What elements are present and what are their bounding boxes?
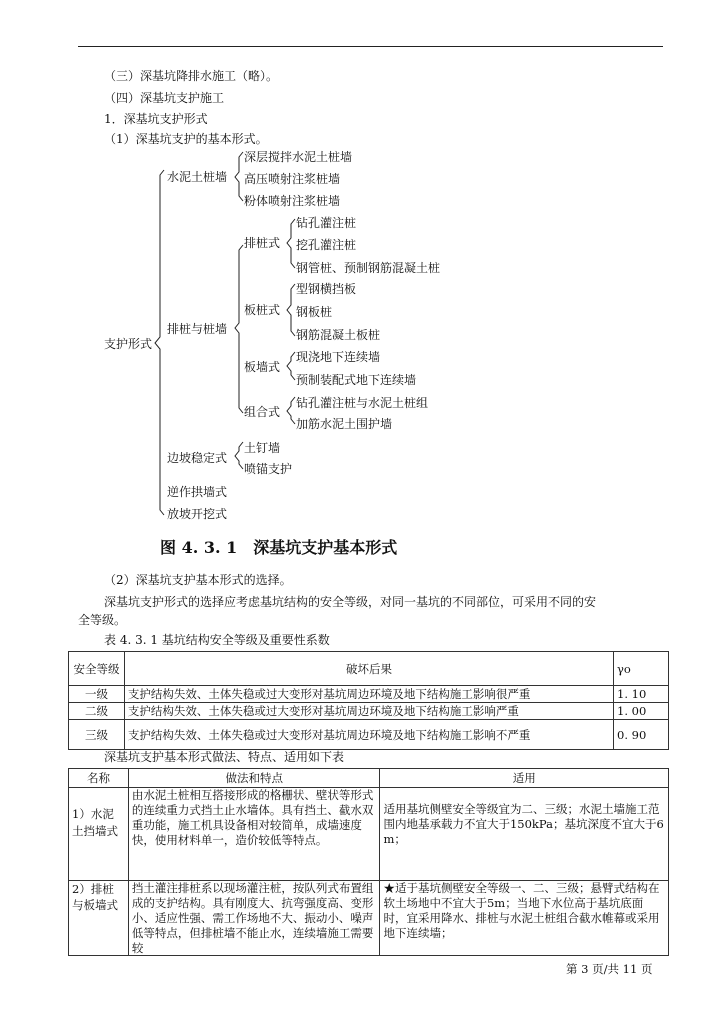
body-text-line: 深基坑支护形式的选择应考虑基坑结构的安全等级，对同一基坑的不同部位，可采用不同的安 bbox=[104, 595, 597, 609]
table-row bbox=[69, 720, 669, 750]
table-cell: 2）排桩与板墙式 bbox=[72, 882, 118, 912]
subsection-heading: 1．深基坑支护形式 bbox=[104, 112, 208, 126]
tree-node-combined: 组合式 bbox=[244, 405, 281, 419]
table-cell: 二级 bbox=[69, 703, 125, 720]
page-footer: 第 3 页/共 11 页 bbox=[566, 962, 653, 976]
table-cell: 1. 10 bbox=[614, 686, 669, 703]
support-methods-table bbox=[68, 768, 669, 956]
n2c-bracket bbox=[287, 352, 295, 380]
tree-leaf: 预制装配式地下连续墙 bbox=[296, 373, 417, 387]
table-header-cell: 适用 bbox=[380, 769, 669, 788]
section-four-heading: （四）深基坑支护施工 bbox=[104, 91, 225, 105]
section-three-heading: （三）深基坑降排水施工（略）。 bbox=[104, 69, 279, 83]
tree-leaf: 深层搅拌水泥土桩墙 bbox=[244, 150, 353, 164]
body-text-line: 全等级。 bbox=[78, 613, 127, 627]
safety-level-table bbox=[68, 651, 669, 750]
tree-leaf: 型钢横挡板 bbox=[296, 282, 357, 296]
table-cell: 一级 bbox=[69, 686, 125, 703]
tree-leaf: 钢管桩、预制钢筋混凝土桩 bbox=[296, 261, 441, 275]
table-cell: 支护结构失效、土体失稳或过大变形对基坑周边环境及地下结构施工影响严重 bbox=[124, 703, 613, 720]
n2d-bracket bbox=[287, 397, 295, 424]
table1-caption: 表 4. 3. 1 基坑结构安全等级及重要性系数 bbox=[104, 633, 330, 647]
tree-leaf: 挖孔灌注桩 bbox=[296, 238, 357, 252]
table2-caption: 深基坑支护基本形式做法、特点、适用如下表 bbox=[104, 750, 345, 764]
tree-node-row-pile: 排桩式 bbox=[244, 236, 281, 250]
tree-leaf: 喷锚支护 bbox=[244, 462, 293, 476]
tree-root: 支护形式 bbox=[104, 337, 153, 351]
table-header-cell: 名称 bbox=[69, 769, 129, 788]
n2b-bracket bbox=[287, 284, 295, 336]
tree-leaf: 土钉墙 bbox=[244, 441, 281, 455]
tree-node-sheet-pile: 板桩式 bbox=[244, 303, 281, 317]
table-cell: 三级 bbox=[69, 720, 125, 750]
n1-bracket bbox=[235, 152, 243, 201]
table-cell: 适用基坑侧壁安全等级宜为二、三级；水泥土墙施工范围内地基承载力不宜大于150kPa；基坑深度不宜大于6m； bbox=[383, 802, 664, 846]
tree-leaf: 高压喷射注浆桩墙 bbox=[244, 172, 341, 186]
table-cell: 0. 90 bbox=[614, 720, 669, 750]
n2-bracket bbox=[235, 245, 243, 413]
tree-leaf: 加筋水泥土围护墙 bbox=[296, 417, 393, 431]
table-header-cell: γo bbox=[614, 652, 669, 686]
tree-leaf: 现浇地下连续墙 bbox=[296, 350, 381, 364]
tree-node-slope-excavation: 放坡开挖式 bbox=[167, 507, 228, 521]
tree-node-slope-stable: 边坡稳定式 bbox=[167, 451, 228, 465]
table-header-row bbox=[69, 769, 669, 788]
tree-leaf: 钻孔灌注桩与水泥土桩组 bbox=[296, 396, 429, 410]
table-header-cell: 做法和特点 bbox=[128, 769, 380, 788]
tree-node-reverse-arch: 逆作拱墙式 bbox=[167, 485, 228, 499]
selection-heading: （2）深基坑支护基本形式的选择。 bbox=[104, 573, 292, 587]
table-row bbox=[69, 788, 669, 881]
tree-node-slab-wall: 板墙式 bbox=[244, 360, 281, 374]
table-row bbox=[69, 703, 669, 720]
table-cell: 1）水泥土挡墙式 bbox=[72, 807, 118, 838]
basic-forms-heading: （1）深基坑支护的基本形式。 bbox=[104, 132, 268, 146]
table-cell: 支护结构失效、土体失稳或过大变形对基坑周边环境及地下结构施工影响不严重 bbox=[124, 720, 613, 750]
table-cell: 挡土灌注排桩系以现场灌注桩，按队列式布置组成的支护结构。具有刚度大、抗弯强度高、变形小、适应性强、需工作场地不大、振动小、噪声低等特点，但排桩墙不能止水，连续墙施工需要较 bbox=[131, 881, 374, 955]
table-cell: 1. 00 bbox=[614, 703, 669, 720]
n3-bracket bbox=[235, 442, 243, 469]
table-cell: 支护结构失效、土体失稳或过大变形对基坑周边环境及地下结构施工影响很严重 bbox=[124, 686, 613, 703]
table-header-cell: 安全等级 bbox=[69, 652, 125, 686]
table-header-cell: 破坏后果 bbox=[124, 652, 613, 686]
n2a-bracket bbox=[287, 219, 295, 268]
tree-node-pile-wall: 排桩与桩墙 bbox=[167, 322, 228, 336]
table-cell: ★适于基坑侧壁安全等级一、二、三级；悬臂式结构在软土场地中不宜大于5m；当地下水位高于基坑底面时，宜采用降水、排桩与水泥土桩组合截水帷幕或采用地下连续墙； bbox=[383, 881, 660, 940]
tree-leaf: 粉体喷射注浆桩墙 bbox=[244, 194, 341, 208]
tree-leaf: 钢板桩 bbox=[296, 305, 333, 319]
tree-leaf: 钢筋混凝土板桩 bbox=[296, 328, 381, 342]
root-bracket bbox=[155, 170, 164, 515]
table-cell: 由水泥土桩相互搭接形成的格栅状、壁状等形式的连续重力式挡土止水墙体。具有挡土、截水双重功能，施工机具设备相对较简单，成墙速度快，使用材料单一，造价较低等特点。 bbox=[131, 788, 374, 847]
table-row bbox=[69, 686, 669, 703]
tree-leaf: 钻孔灌注桩 bbox=[296, 216, 357, 230]
table-row bbox=[69, 881, 669, 956]
table-header-row bbox=[69, 652, 669, 686]
tree-node-cement-soil-wall: 水泥土桩墙 bbox=[167, 170, 228, 184]
figure-caption: 图 4. 3. 1 深基坑支护基本形式 bbox=[160, 538, 398, 557]
